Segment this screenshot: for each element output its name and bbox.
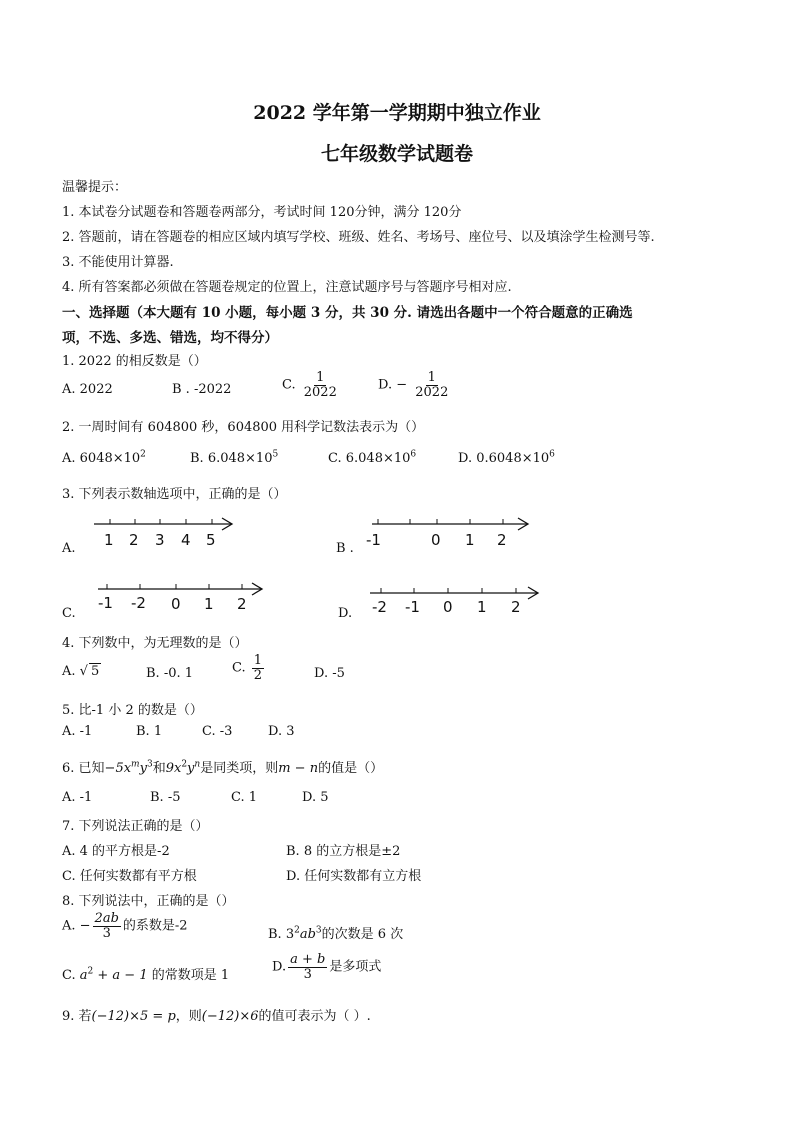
q4-a-radicand: 5	[90, 664, 100, 679]
q8-a-text: 的系数是-2	[122, 918, 188, 934]
q4-a-label: A.	[62, 664, 76, 679]
q8-c-expr: a	[79, 968, 88, 983]
q2-b-exp: 5	[272, 449, 279, 460]
q9-stem	[62, 1005, 371, 1024]
axis-a-label: 1	[104, 531, 114, 549]
q4-stem: 4. 下列数中，为无理数的是（）	[62, 636, 248, 651]
q2-stem: 2. 一周时间有 604800 秒，604800 用科学记数法表示为（）	[62, 420, 425, 435]
q6-term1: −5x	[104, 761, 132, 776]
tip-item: 2. 答题前，请在答题卷的相应区域内填写学校、班级、姓名、考场号、座位号、以及填涂学生检测号等.	[62, 230, 655, 245]
q1-c-numerator: 1	[316, 370, 325, 385]
q8-d-text: 是多项式	[329, 959, 382, 975]
q8-b-text: 的次数是 6 次	[321, 927, 404, 942]
q6-stem-pre: 6. 已知	[62, 761, 105, 776]
q4-option-d: D. -5	[314, 666, 345, 681]
q5-option-a: A. -1	[62, 724, 93, 739]
q6-term1-exp1: m	[131, 759, 140, 770]
axis-d-label: 2	[511, 598, 521, 616]
q7-option-a: A. 4 的平方根是-2	[62, 844, 170, 859]
q3-option-b-label: B .	[336, 541, 354, 556]
axis-a-label: 5	[206, 531, 216, 549]
axis-d-label: -2	[372, 598, 387, 616]
axis-b-label: 1	[465, 531, 475, 549]
q1-option-b: B . -2022	[172, 382, 232, 397]
q6-end: 的值是（）	[318, 761, 384, 776]
q6-term1-y: y	[139, 761, 147, 776]
q8-a-denominator: 3	[102, 925, 111, 941]
q2-a-text: A. 6048×10	[62, 451, 141, 466]
axis-d-label: -1	[405, 598, 420, 616]
q1-c-denominator: 2022	[303, 384, 337, 400]
q6-term1-exp2: 3	[146, 759, 153, 770]
tip-item: 1. 本试卷分试题卷和答题卷两部分，考试时间 120分钟，满分 120分	[62, 205, 462, 220]
q6-and: 和	[152, 761, 166, 776]
q1-option-a: A. 2022	[62, 382, 113, 397]
q6-option-b: B. -5	[150, 790, 181, 805]
q5-option-d: D. 3	[268, 724, 295, 739]
tip-item: 3. 不能使用计算器.	[62, 255, 174, 270]
number-line-a	[94, 518, 232, 549]
q5-option-c: C. -3	[202, 724, 233, 739]
q6-term2-exp2: n	[194, 759, 201, 770]
q6-mid: 是同类项，则	[200, 761, 279, 776]
q3-option-a-label: A.	[62, 541, 76, 556]
axis-d-label: 1	[477, 598, 487, 616]
q2-d-text: D. 0.6048×10	[458, 451, 550, 466]
q6-stem	[62, 757, 383, 776]
q8-b-expr: 3	[285, 927, 295, 942]
q7-stem: 7. 下列说法正确的是（）	[62, 819, 209, 834]
q6-term2-y: y	[187, 761, 195, 776]
section-heading-line1: 一、选择题（本大题有 10 小题，每小题 3 分，共 30 分. 请选出各题中一个符合题意的正确选	[62, 305, 633, 321]
q6-option-c: C. 1	[231, 790, 258, 805]
q8-b-exp1: 2	[294, 925, 300, 936]
q3-option-d-label: D.	[338, 606, 353, 621]
axis-b-label: 0	[431, 531, 441, 549]
q8-d-numerator: a + b	[290, 952, 326, 967]
q8-a-numerator: 2ab	[94, 911, 119, 926]
q8-c-label: C.	[62, 968, 76, 983]
q6-term2: 9x	[165, 761, 182, 776]
q8-d-denominator: 3	[303, 966, 312, 982]
exam-title: 2022 学年第一学期期中独立作业	[253, 102, 541, 124]
exam-subtitle: 七年级数学试题卷	[320, 143, 473, 165]
q1-d-denominator: 2022	[415, 384, 449, 400]
sqrt-symbol: √ 5	[79, 664, 100, 679]
q5-option-b: B. 1	[136, 724, 163, 739]
q7-option-b: B. 8 的立方根是±2	[286, 844, 401, 859]
number-line-b	[366, 518, 528, 549]
q5-stem: 5. 比-1 小 2 的数是（）	[62, 703, 203, 718]
axis-b-label: -1	[366, 531, 381, 549]
axis-c-label: -2	[131, 594, 146, 612]
q1-stem: 1. 2022 的相反数是（）	[62, 354, 207, 369]
q6-option-d: D. 5	[302, 790, 329, 805]
q4-option-b: B. -0. 1	[146, 666, 194, 681]
q9-expr2: (−12)×6	[201, 1009, 259, 1024]
q2-c-exp: 6	[410, 449, 417, 460]
q9-mid: ，则	[175, 1009, 202, 1024]
tip-item: 4. 所有答案都必须做在答题卷规定的位置上，注意试题序号与答题序号相对应.	[62, 280, 512, 295]
q7-option-d: D. 任何实数都有立方根	[286, 869, 422, 884]
axis-c-label: 2	[237, 595, 247, 613]
q8-option-b	[268, 923, 403, 942]
q8-a-label: A. −	[62, 918, 91, 934]
tips-heading: 温馨提示：	[62, 180, 128, 195]
q8-option-a	[62, 912, 188, 940]
q1-option-d-label: D. −	[378, 377, 408, 393]
q8-b-label: B.	[268, 927, 282, 942]
q6-term2-exp1: 2	[181, 759, 188, 770]
axis-a-label: 3	[155, 531, 165, 549]
q8-b-exp2: 3	[315, 925, 322, 936]
axis-d-label: 0	[443, 598, 453, 616]
q3-option-c-label: C.	[62, 606, 76, 621]
q2-a-exp: 2	[140, 449, 146, 460]
q1-option-c-label: C.	[282, 377, 296, 393]
q8-c-exp: 2	[87, 966, 94, 977]
q8-option-c	[62, 964, 229, 983]
q1-d-numerator: 1	[427, 370, 436, 385]
q4-c-label: C.	[232, 660, 246, 676]
q4-option-a	[62, 664, 101, 679]
q9-pre: 9. 若	[62, 1009, 92, 1024]
q8-stem: 8. 下列说法中，正确的是（）	[62, 894, 235, 909]
number-line-d	[370, 587, 538, 616]
q3-stem: 3. 下列表示数轴选项中，正确的是（）	[62, 487, 287, 502]
axis-c-label: 0	[171, 595, 181, 613]
axis-c-label: 1	[204, 595, 214, 613]
q4-option-c	[232, 654, 266, 682]
number-line-c	[98, 583, 262, 613]
q8-b-ab: ab	[299, 927, 316, 942]
q2-c-text: C. 6.048×10	[328, 451, 411, 466]
q6-option-a: A. -1	[62, 790, 93, 805]
q4-c-denominator: 2	[253, 667, 263, 683]
axis-b-label: 2	[497, 531, 507, 549]
q8-option-d	[272, 953, 381, 981]
q8-c-rest: + a − 1	[93, 968, 148, 983]
axis-c-label: -1	[98, 594, 113, 612]
q7-option-c: C. 任何实数都有平方根	[62, 869, 197, 884]
section-heading-line2: 项，不选、多选、错选，均不得分）	[62, 330, 278, 346]
axis-a-label: 4	[181, 531, 191, 549]
axis-a-label: 2	[129, 531, 139, 549]
q2-d-exp: 6	[549, 449, 555, 460]
q8-d-label: D.	[272, 959, 287, 975]
q4-c-numerator: 1	[253, 653, 263, 668]
q9-expr1: (−12)×5 = p	[91, 1009, 176, 1024]
q9-end: 的值可表示为（ ）.	[258, 1009, 371, 1024]
q6-expr: m − n	[278, 761, 319, 776]
q8-c-text: 的常数项是 1	[151, 968, 230, 983]
q2-b-text: B. 6.048×10	[190, 451, 273, 466]
